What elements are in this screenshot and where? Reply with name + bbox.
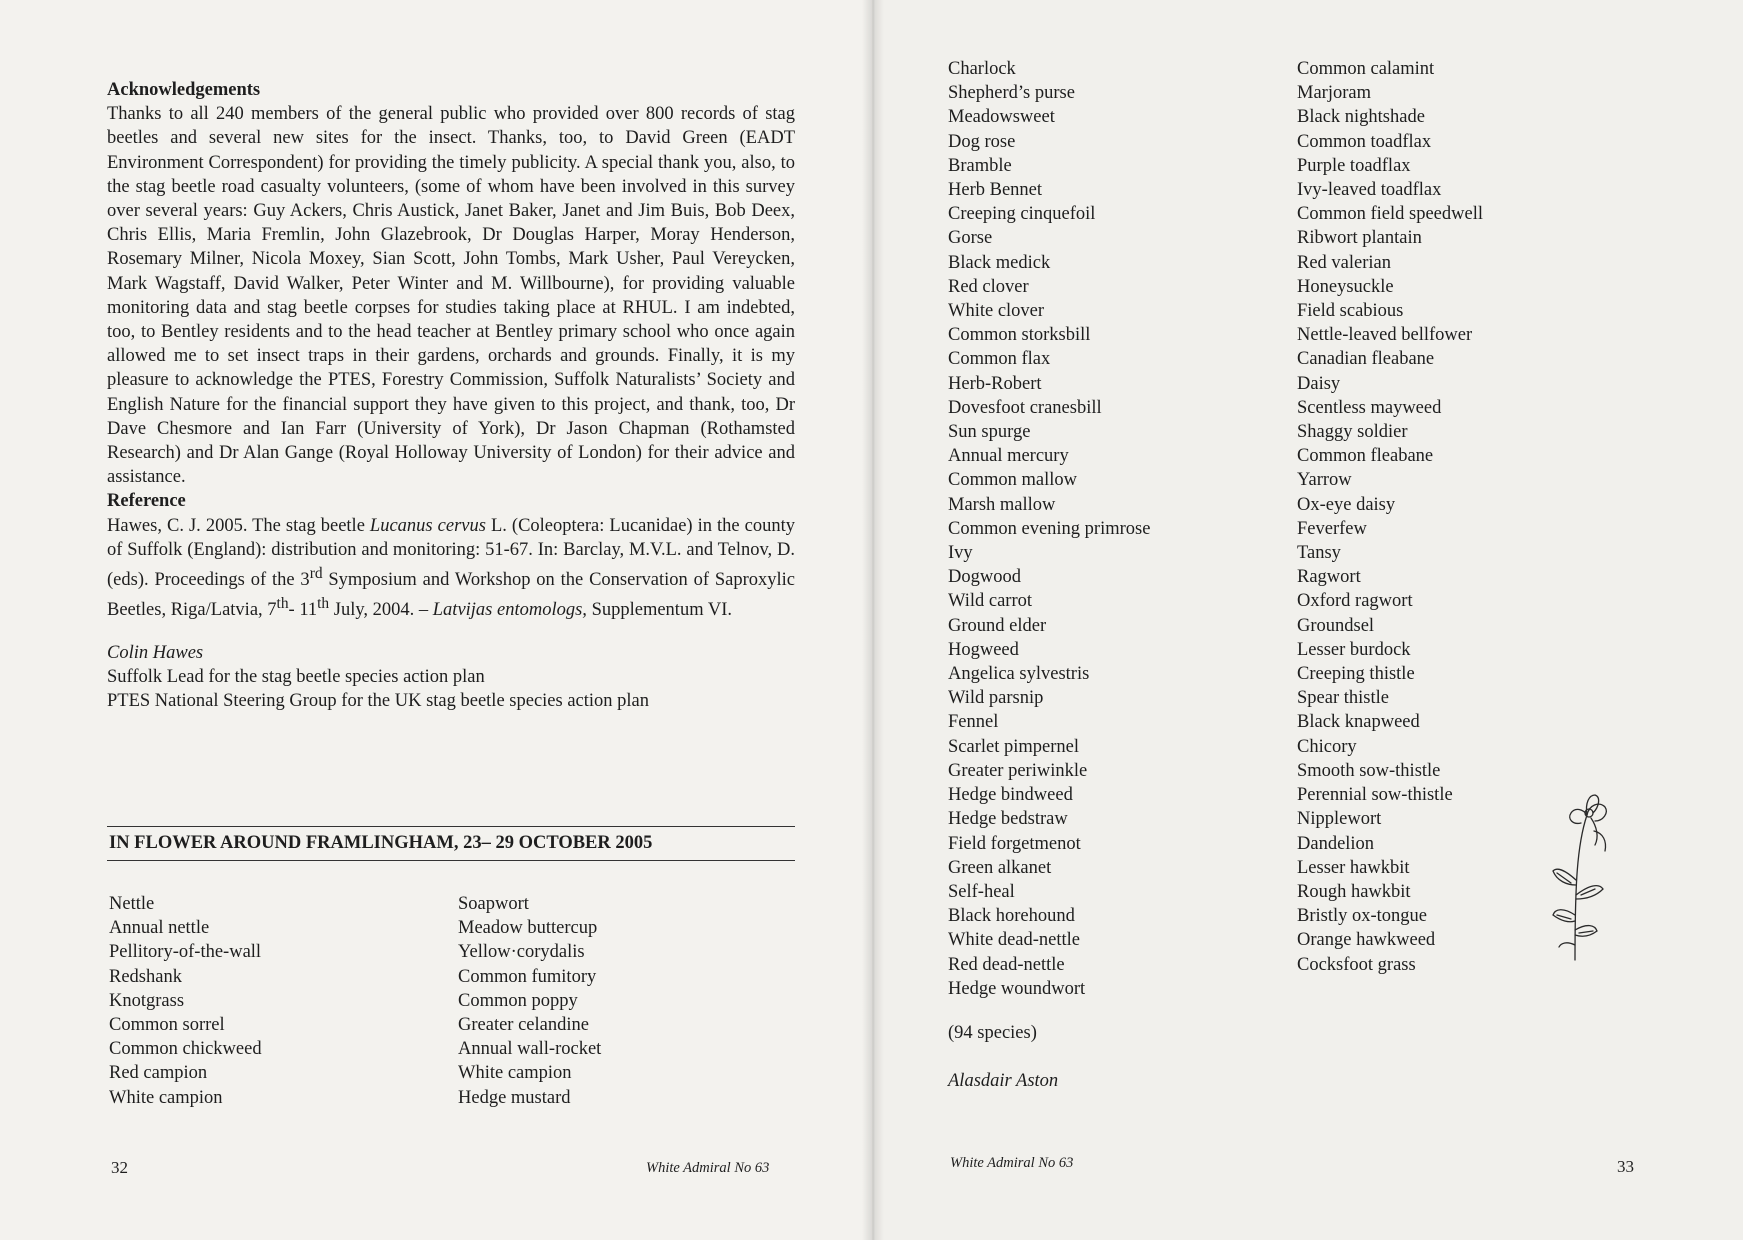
plant-name: Honeysuckle	[1297, 276, 1394, 297]
plant-name: Red clover	[948, 276, 1029, 297]
plant-name: Fennel	[948, 712, 999, 733]
running-head-left: White Admiral No 63	[646, 1160, 770, 1176]
plant-name: Common fumitory	[458, 966, 597, 987]
plant-name: Ragwort	[1297, 567, 1361, 588]
plant-name: White dead-nettle	[948, 930, 1081, 951]
journal-name: Latvijas entomologs,	[432, 600, 587, 621]
plant-name: Hedge mustard	[458, 1087, 571, 1108]
plant-name: Bristly ox-tongue	[1297, 906, 1428, 927]
plant-name: Lesser hawkbit	[1297, 857, 1410, 878]
plant-name: Black horehound	[948, 906, 1075, 927]
plant-name: Common calamint	[1297, 59, 1435, 79]
running-head-right: White Admiral No 63	[950, 1155, 1074, 1171]
page-number-right: 33	[1617, 1157, 1634, 1176]
plant-name: White campion	[109, 1087, 223, 1108]
plant-name: Tansy	[1297, 543, 1341, 564]
plant-name: Marjoram	[1297, 83, 1371, 104]
plant-name: Feverfew	[1297, 518, 1367, 539]
plant-name: Annual mercury	[948, 446, 1069, 467]
plant-name: Knotgrass	[109, 990, 185, 1011]
flower-section	[107, 826, 795, 1108]
page-gutter	[862, 0, 884, 1240]
plant-name: Dog rose	[948, 131, 1016, 152]
plant-name: Black nightshade	[1297, 107, 1425, 128]
plant-name: Herb-Robert	[948, 373, 1042, 394]
plant-name: Redshank	[109, 966, 182, 987]
plant-name: Rough hawkbit	[1297, 881, 1411, 902]
plant-name: Common field speedwell	[1297, 204, 1483, 225]
right-author: Alasdair Aston	[948, 1071, 1059, 1091]
signature-block	[107, 641, 795, 714]
plant-name: Angelica sylvestris	[948, 664, 1090, 685]
plant-name: Greater periwinkle	[948, 760, 1088, 781]
plant-name: Common flax	[948, 349, 1051, 370]
plant-name: Common chickweed	[109, 1039, 262, 1060]
acknowledgements-text: Thanks to all 240 members of the general public who provided over 800 records of stag beetles and several new sites for the insect. Thanks, too, to David Green (EADT Environment Correspondent) for providing the timely publicity. A special thank you, also, to the stag beetle road casualty volunteers, (some of whom have been involved in this survey over several years: Guy Ackers, Chris Austick, Janet Baker, Janet and Jim Buis, Bob Deex, Chris Ellis, Maria Fremlin, John Glazebrook, Dr Douglas Harper, Moray Henderson, Rosemary Milner, Nicola Moxey, Sian Scott, John Tombs, Mark Usher, Paul Vereycken, Mark Wagstaff, David Walker, Peter Winter and M. Willbourne), for providing valuable monitoring data and stag beetle corpses for studies taking place at RHUL. I am indebted, too, to Bentley residents and to the head teacher at Bentley primary school who once again allowed me to set insect traps in their gardens, orchards and grounds. Finally, it is my pleasure to acknowledge the PTES, Forestry Commission, Suffolk Naturalists’ Society and English Nature for the financial support they have given to this project, and thank, too, Dr Dave Chesmore and Ian Farr (University of York), Dr Jason Chapman (Rothamsted Research) and Dr Alan Gange (Royal Holloway University of London) for their advice and assistance.	[107, 104, 795, 488]
plant-name: Marsh mallow	[948, 494, 1056, 515]
plant-name: Orange hawkweed	[1297, 930, 1436, 951]
acknowledgements-heading: Acknowledgements	[107, 80, 261, 100]
plant-name: Daisy	[1297, 373, 1341, 394]
plant-name: Yellow·corydalis	[458, 942, 585, 963]
plant-name: Hedge woundwort	[948, 978, 1086, 999]
plant-name: Common sorrel	[109, 1015, 225, 1036]
plant-name: Nipplewort	[1297, 809, 1382, 830]
plant-name: Ivy	[948, 543, 973, 564]
plant-name: Sun spurge	[948, 422, 1031, 443]
flower-list-left-col2	[458, 892, 601, 1110]
plant-name: Dogwood	[948, 567, 1021, 588]
plant-name: Common poppy	[458, 990, 578, 1011]
plant-name: Nettle-leaved bellfower	[1297, 325, 1473, 346]
plant-name: Gorse	[948, 228, 993, 249]
plant-name: Charlock	[948, 59, 1016, 79]
plant-name: Scentless mayweed	[1297, 397, 1442, 418]
plant-name: Dovesfoot cranesbill	[948, 397, 1102, 418]
plant-name: Smooth sow-thistle	[1297, 760, 1441, 781]
plant-name: Common toadflax	[1297, 131, 1432, 152]
plant-name: Yarrow	[1297, 470, 1352, 491]
plant-name: Cocksfoot grass	[1297, 954, 1416, 975]
plant-name: Ivy-leaved toadflax	[1297, 180, 1442, 201]
plant-name: Chicory	[1297, 736, 1357, 757]
plant-name: Hedge bedstraw	[948, 809, 1068, 830]
flower-section-title: IN FLOWER AROUND FRAMLINGHAM, 23– 29 OCTOBER 2005	[109, 833, 653, 853]
plant-name: Common evening primrose	[948, 518, 1151, 539]
plant-name: Shaggy soldier	[1297, 422, 1408, 443]
plant-name: Self-heal	[948, 881, 1015, 902]
plant-name: Bramble	[948, 155, 1012, 176]
plant-name: Annual wall-rocket	[458, 1039, 602, 1060]
plant-name: Green alkanet	[948, 857, 1052, 878]
plant-name: Creeping cinquefoil	[948, 204, 1096, 225]
plant-name: Ribwort plantain	[1297, 228, 1422, 249]
plant-name: Creeping thistle	[1297, 664, 1415, 685]
author-name: Colin Hawes	[107, 642, 204, 663]
plant-name: Ox-eye daisy	[1297, 494, 1396, 515]
plant-name: Nettle	[109, 894, 155, 914]
plant-name: White campion	[458, 1063, 572, 1084]
flower-list-left-col1	[109, 892, 262, 1110]
plant-name: Canadian fleabane	[1297, 349, 1435, 370]
reference-heading: Reference	[107, 491, 186, 512]
plant-name: Red dead-nettle	[948, 954, 1065, 975]
acknowledgements-section	[107, 78, 795, 713]
author-role: PTES National Steering Group for the UK stag beetle species action plan	[107, 691, 650, 712]
plant-name: Red campion	[109, 1063, 208, 1084]
plant-name: Hedge bindweed	[948, 785, 1073, 806]
plant-name: Common fleabane	[1297, 446, 1434, 467]
plant-name: Dandelion	[1297, 833, 1375, 854]
page-number-left: 32	[111, 1158, 128, 1177]
plant-name: Oxford ragwort	[1297, 591, 1413, 612]
species-name: Lucanus cervus	[369, 515, 486, 536]
plant-name: Meadowsweet	[948, 107, 1055, 128]
plant-name: Field scabious	[1297, 301, 1404, 322]
plant-name: Meadow buttercup	[458, 918, 598, 939]
plant-name: Field forgetmenot	[948, 833, 1081, 854]
section-rule	[107, 860, 795, 861]
plant-name: Hogweed	[948, 639, 1019, 660]
plant-name: Greater celandine	[458, 1015, 589, 1036]
plant-name: Herb Bennet	[948, 180, 1043, 201]
plant-name: Ground elder	[948, 615, 1047, 636]
plant-name: Wild carrot	[948, 591, 1033, 612]
plant-name: Black medick	[948, 252, 1051, 273]
plant-name: Perennial sow-thistle	[1297, 785, 1453, 806]
species-count: (94 species)	[948, 1023, 1037, 1043]
wildflower-sketch-icon	[1547, 785, 1617, 965]
plant-name: Common mallow	[948, 470, 1077, 491]
plant-name: Spear thistle	[1297, 688, 1389, 709]
plant-name: Scarlet pimpernel	[948, 736, 1079, 757]
plant-name: Red valerian	[1297, 252, 1391, 273]
reference-text: Hawes, C. J. 2005. The stag beetle Lucanus cervus L. (Coleoptera: Lucanidae) in the county of Suffolk (England): distribution and monitoring: 51-67. In: Barclay, M.V.L. and Telnov, D. (eds). Proceedings of the 3rd Symposium and Workshop on the Conservation of Saproxylic Beetles, Riga/Latvia, 7th- 11th July, 2004. – Latvijas entomologs, Supplementum VI.	[107, 515, 795, 621]
plant-name: Wild parsnip	[948, 688, 1044, 709]
author-role: Suffolk Lead for the stag beetle species action plan	[107, 666, 485, 687]
plant-name: Soapwort	[458, 894, 529, 914]
plant-name: Lesser burdock	[1297, 639, 1411, 660]
plant-name: Purple toadflax	[1297, 155, 1411, 176]
plant-name: Black knapweed	[1297, 712, 1420, 733]
plant-name: White clover	[948, 301, 1045, 322]
plant-name: Pellitory-of-the-wall	[109, 942, 262, 963]
flower-list-right-col1	[948, 57, 1150, 1001]
flower-list-right-col2	[1297, 57, 1483, 977]
plant-name: Common storksbill	[948, 325, 1091, 346]
plant-name: Annual nettle	[109, 918, 210, 939]
plant-name: Shepherd’s purse	[948, 83, 1075, 104]
plant-name: Groundsel	[1297, 615, 1375, 636]
